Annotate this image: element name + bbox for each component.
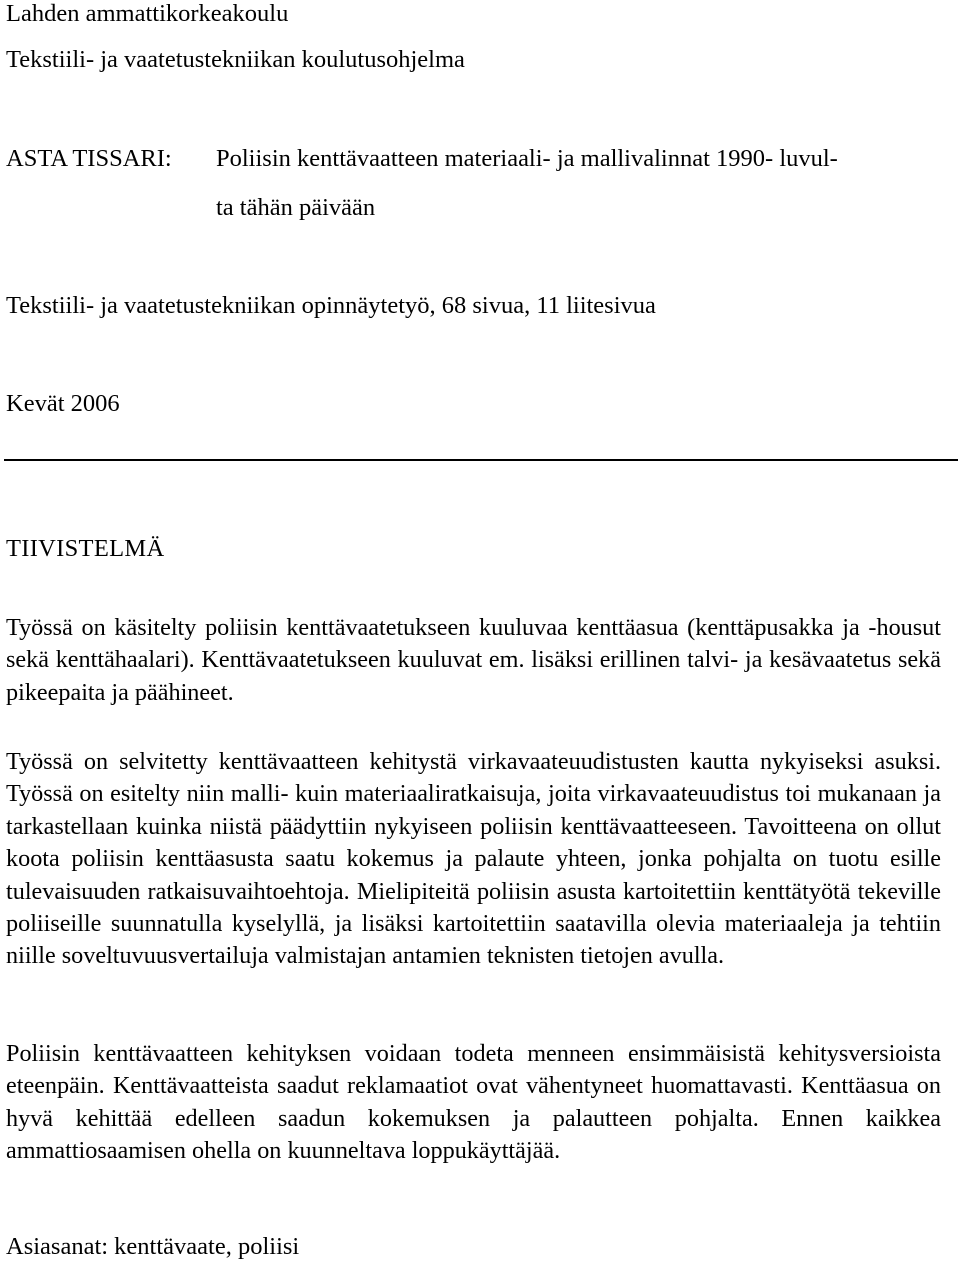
thesis-info: Tekstiili- ja vaatetustekniikan opinnäytetyö, 68 sivua, 11 liitesivua <box>6 292 656 319</box>
degree-program: Tekstiili- ja vaatetustekniikan koulutusohjelma <box>6 46 465 73</box>
author-name: ASTA TISSARI: <box>6 145 172 172</box>
abstract-paragraph-3: Poliisin kenttävaatteen kehityksen voidaan todeta menneen ensimmäisistä kehitysversioista eteenpäin. Kenttävaatteista saadut reklamaatiot ovat vähentyneet huomattavasti. Kenttäasua on hyvä kehittää edelleen saadun kokemuksen ja palautteen pohjalta. Ennen kaikkea ammattiosaamisen ohella on kuunneltava loppukäyttäjää. <box>6 1040 941 1165</box>
thesis-date: Kevät 2006 <box>6 390 120 417</box>
abstract-paragraph-1: Työssä on käsitelty poliisin kenttävaatetukseen kuuluvaa kenttäasua (kenttäpusakka ja -housut sekä kenttähaalari). Kenttävaatetukseen kuuluvat em. lisäksi erillinen talvi- ja kesävaatetus sekä pikeepaita ja päähineet. <box>6 614 941 706</box>
horizontal-divider <box>4 459 958 461</box>
school-name: Lahden ammattikorkeakoulu <box>6 0 289 27</box>
abstract-heading: TIIVISTELMÄ <box>6 535 165 562</box>
thesis-title-line-2: ta tähän päivään <box>216 194 376 221</box>
abstract-paragraph-2: Työssä on selvitetty kenttävaatteen kehitystä virkavaateuudistusten kautta nykyiseksi asuksi. Työssä on esitelty niin malli- kuin materiaaliratkaisuja, joita virkavaateuudistus toi mukanaan ja tarkastellaan kuinka niistä päädyttiin nykyiseen poliisin kenttävaatteeseen. Tavoitteena on ollut koota poliisin kenttäasusta saatu kokemus ja palaute yhteen, jonka pohjalta on tuotu esille tulevaisuuden ratkaisuvaihtoehtoja. Mielipiteitä poliisin asusta kartoitettiin kenttätyötä tekeville poliiseille suunnatulla kyselyllä, ja lisäksi kartoitettiin saatavilla olevia materiaaleja ja tehtiin niille soveltuvuusvertailuja valmistajan antamien teknisten tietojen avulla. <box>6 748 941 970</box>
keywords: Asiasanat: kenttävaate, poliisi <box>6 1233 300 1260</box>
thesis-title-line-1: Poliisin kenttävaatteen materiaali- ja mallivalinnat 1990- luvul- <box>216 145 838 172</box>
